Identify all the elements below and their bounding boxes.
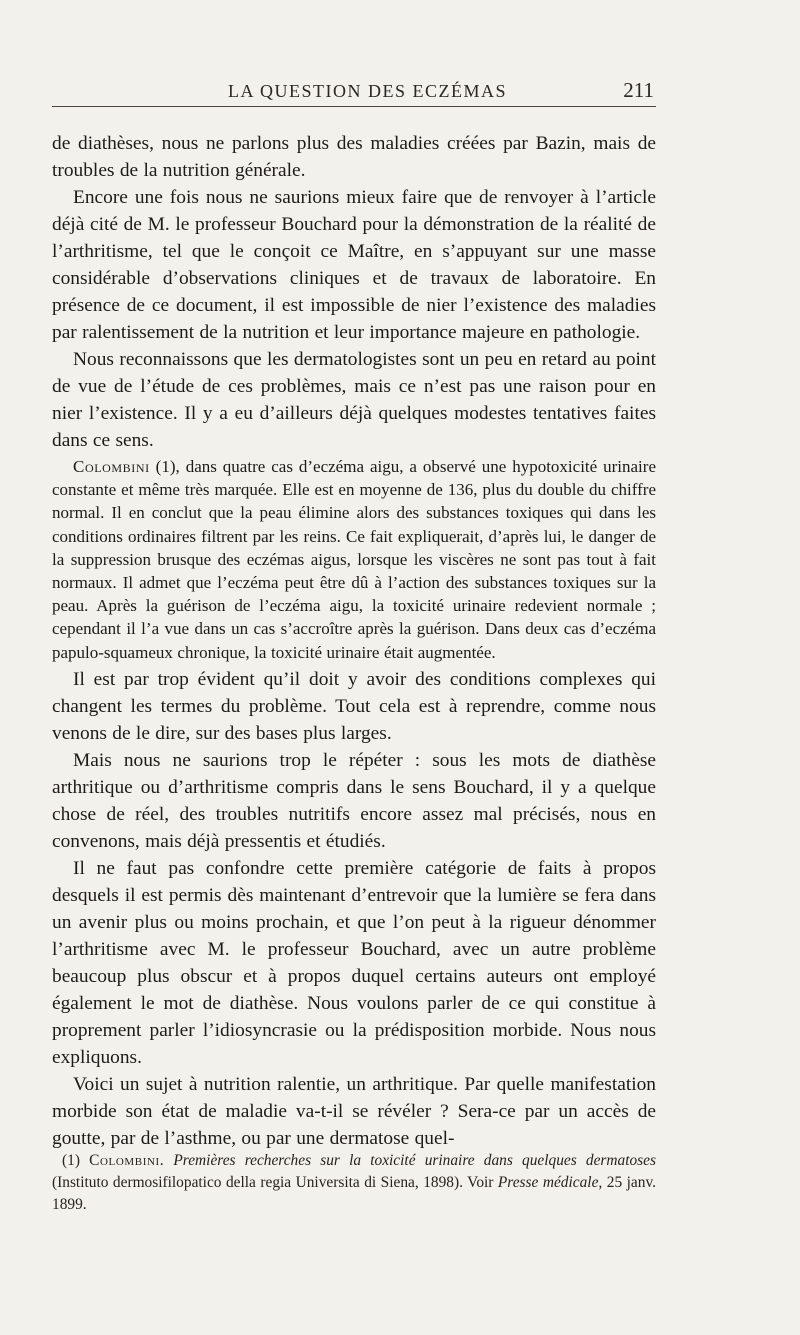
paragraph-text: (1), dans quatre cas d’eczéma aigu, a observé une hypotoxicité urinaire constante et même très marquée. Elle est en moyenne de 136, plus du double du chiffre normal. Il en conclut que la peau élimine alors des substances toxiques qui dans les conditions ordinaires filtrent par les reins. Ce fait expliquerait, d’après lui, le danger de la suppression brusque des eczémas aigus, lorsque les viscères ne sont pas tout à fait normaux. Il admet que l’eczéma peut être dû à l’action des substances toxiques sur la peau. Après la guérison de l’eczéma aigu, la toxicité urinaire redevient normale ; cependant il l’a vue dans un cas s’accroître après la guérison. Dans deux cas d’eczéma papulo-squameux chronique, la toxicité urinaire était augmentée. [52, 457, 656, 662]
paragraph: Il ne faut pas confondre cette première catégorie de faits à propos desquels il est permis dès maintenant d’entrevoir que la lumière se fera dans un avenir plus ou moins prochain, et que l’on peut à la rigueur dénommer l’arthritisme avec M. le professeur Bouchard, avec un autre problème beaucoup plus obscur et à propos duquel certains auteurs ont employé également le mot de diathèse. Nous voulons parler de ce qui constitue à proprement parler l’idiosyncrasie ou la prédisposition morbide. Nous nous expliquons. [52, 857, 656, 1068]
paragraph: Voici un sujet à nutrition ralentie, un arthritique. Par quelle manifestation morbide son état de maladie va-t-il se révéler ? Sera-ce par un accès de goutte, par de l’asthme, ou par une dermatose quel- [52, 1073, 656, 1149]
running-title: LA QUESTION DES ECZÉMAS [228, 81, 508, 101]
footnote-details: (Instituto dermosifilopatico della regia Universita di Siena, 1898). Voir [52, 1174, 498, 1191]
page-number: 211 [623, 78, 654, 102]
footnote-author: Colombini. [89, 1152, 165, 1169]
author-name: Colombini [73, 457, 150, 476]
paragraph: Mais nous ne saurions trop le répéter : sous les mots de diathèse arthritique ou d’arthritisme compris dans le sens Bouchard, il y a quelque chose de réel, des troubles nutritifs encore assez mal précisés, nous en convenons, mais déjà pressentis et étudiés. [52, 749, 656, 852]
paragraph: Encore une fois nous ne saurions mieux faire que de renvoyer à l’article déjà cité de M. le professeur Bouchard pour la démonstration de la réalité de l’arthritisme, tel que le conçoit ce Maître, en s’appuyant sur une masse considérable d’observations cliniques et de travaux de laboratoire. En présence de ce document, il est impossible de nier l’existence des maladies par ralentissement de la nutrition et leur importance majeure en pathologie. [52, 187, 656, 343]
footnote-marker: (1) [62, 1152, 90, 1169]
paragraph: Nous reconnaissons que les dermatologistes sont un peu en retard au point de vue de l’étude de ces problèmes, mais ce n’est pas une raison pour en nier l’existence. Il y a eu d’ailleurs déjà quelques modestes tentatives faites dans ce sens. [52, 349, 656, 451]
main-text [52, 130, 656, 1152]
footnote-title: Premières recherches sur la toxicité urinaire dans quelques dermatoses [164, 1152, 656, 1169]
footnote [52, 1150, 656, 1216]
page-header [52, 77, 656, 107]
paragraph: Il est par trop évident qu’il doit y avoir des conditions complexes qui changent les termes du problème. Tout cela est à reprendre, comme nous venons de le dire, sur des bases plus larges. [52, 668, 656, 744]
footnote-date: 25 janv. 1899. [52, 1174, 656, 1213]
footnote-journal: Presse médicale, [497, 1174, 603, 1191]
paragraph-small-print [52, 455, 656, 664]
paragraph-continuation: de diathèses, nous ne parlons plus des maladies créées par Bazin, mais de troubles de la nutrition générale. [52, 133, 656, 181]
header-rule [52, 106, 656, 107]
